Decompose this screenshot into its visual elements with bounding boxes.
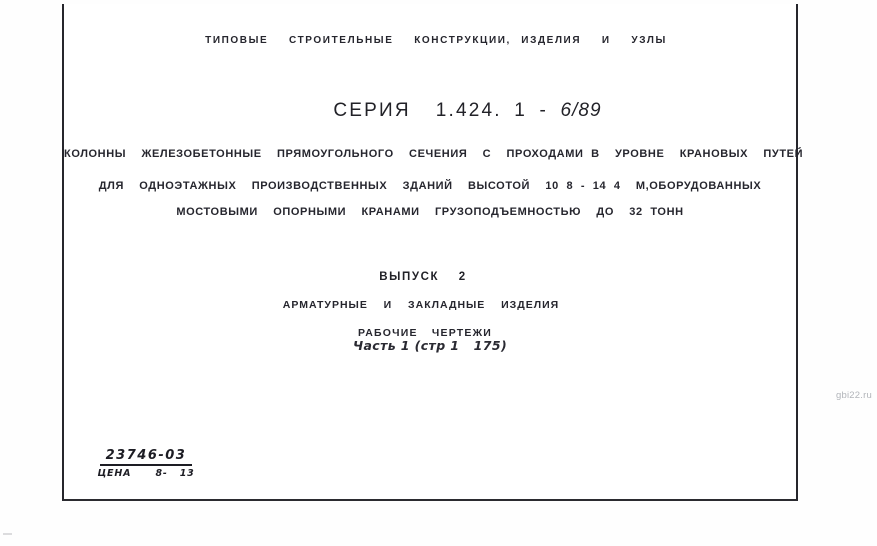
series-title <box>64 78 796 144</box>
stamp-price-label: ЦЕНА <box>97 468 132 479</box>
scan-artifact-mark <box>3 533 12 535</box>
price-stamp <box>90 444 202 479</box>
title-line-3: МОСТОВЫМИ ОПОРНЫМИ КРАНАМИ ГРУЗОПОДЪЕМНОСТЬЮ ДО 32 ТОНН <box>176 206 684 218</box>
series-number-handwritten: 6/89 <box>560 100 602 121</box>
issue-label: ВЫПУСК 2 <box>379 271 467 283</box>
document-sheet-border <box>62 4 804 501</box>
category-line: ТИПОВЫЕ СТРОИТЕЛЬНЫЕ КОНСТРУКЦИИ, ИЗДЕЛИЯ И УЗЛЫ <box>205 35 667 46</box>
subtitle: АРМАТУРНЫЕ И ЗАКЛАДНЫЕ ИЗДЕЛИЯ <box>282 299 560 311</box>
watermark-text: gbi22.ru <box>836 390 872 401</box>
title-line-2: ДЛЯ ОДНОЭТАЖНЫХ ПРОИЗВОДСТВЕННЫХ ЗДАНИЙ ВЫСОТОЙ 10 8 - 14 4 М,ОБОРУДОВАННЫХ <box>98 180 762 192</box>
stamp-price <box>90 468 202 479</box>
part-note-handwritten: Часть 1 (стр 1 175) <box>352 338 508 353</box>
title-line-1: КОЛОННЫ ЖЕЛЕЗОБЕТОННЫЕ ПРЯМОУГОЛЬНОГО СЕЧЕНИЯ С ПРОХОДАМИ В УРОВНЕ КРАНОВЫХ ПУТЕЙ <box>64 148 804 160</box>
series-number-typed: СЕРИЯ 1.424. 1 - <box>333 100 561 121</box>
stamp-price-value: 8- 13 <box>155 468 195 479</box>
stamp-code: 23746-03 <box>100 448 193 466</box>
drawings-label: РАБОЧИЕ ЧЕРТЕЖИ <box>357 327 493 339</box>
